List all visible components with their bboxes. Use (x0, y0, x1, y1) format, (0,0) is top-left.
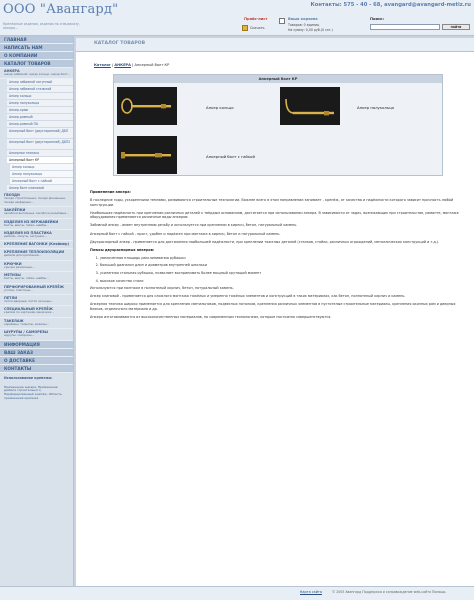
category-desc: дюбели для крепления... (4, 253, 42, 258)
category-item[interactable] (0, 318, 73, 329)
sidebar-item-anchor[interactable]: Анкер кольцо (7, 93, 73, 100)
article-paragraph: Анкер клиновой - применяется для сложного монтажа тяжёлых и умеренно тяжёлых элементов и конструкций в таких материалах, как бетон, полнотелый кирпич и камень. (90, 294, 406, 299)
product-image[interactable] (117, 136, 177, 174)
category-item[interactable] (0, 284, 73, 295)
category-title[interactable]: ГВОЗДИ (4, 193, 20, 198)
list-item: 2. большой диапазон длин и диаметров внутренней шпильки (100, 263, 465, 268)
article-paragraph: Двухраспорный анкер - применяется для достижения наибольшей надёжности, при креплении тяжелых деталей (станков, стойки, различных ограждений, металлических конструкций и т.д.). (90, 239, 440, 244)
nav-catalog[interactable]: КАТАЛОГ ТОВАРОВ (0, 60, 73, 68)
product-name[interactable]: Анкер полукольцо (357, 105, 394, 110)
nav-about[interactable]: О КОМПАНИИ (0, 52, 73, 60)
product-grid (113, 74, 443, 176)
category-title[interactable]: КРЕПЛЕНИЕ ВАГОНКИ (Кляймер) (4, 242, 69, 247)
breadcrumb-anchors[interactable]: АНКЕРА (114, 63, 131, 67)
product-name[interactable]: Анкер кольцо (206, 105, 234, 110)
site-tagline: Крепёжные изделия, изделия по спецзаказу, анкера... (3, 22, 80, 30)
article-paragraph: Анкера изготавливаются из высококачественных материалов, по современным технологиям, которые постоянно совершенствуются. (90, 315, 332, 320)
nav-contacts[interactable]: КОНТАКТЫ (0, 365, 73, 373)
site-logo[interactable]: ООО "Авангард" (3, 2, 119, 17)
sidebar-subitem[interactable]: Анкерный болт с гайкой (10, 178, 73, 185)
category-desc: шурупы, саморезы... (4, 333, 35, 338)
category-anchors[interactable] (0, 68, 73, 79)
search-button[interactable]: найти (442, 24, 470, 30)
sidebar-item-anchor[interactable]: Анкерный болт (двусторонний) ДБП (7, 128, 73, 139)
sidebar-item-anchor[interactable]: Анкер забивной латунный (7, 79, 73, 86)
footer-copyright: © 2005 Авангард Поддержка и сопровождение web-сайта Помощь (332, 590, 446, 594)
category-desc: болты, винты, гайки, шайбы... (4, 222, 49, 227)
article-paragraph: Анкерный болт с гайкой - прост, удобен и надёжен при монтаже в кирпич, бетон и натуральный камень. (90, 231, 281, 236)
price-list-label: Прайс-лист (244, 17, 268, 21)
category-title[interactable]: АНКЕРА (4, 69, 20, 73)
cart-sum: На сумму: 0,00 руб.(0 сэт.) (288, 28, 333, 32)
sidebar-subitem[interactable]: Анкер кольцо (10, 164, 73, 171)
category-item[interactable] (0, 219, 73, 230)
grid-title: Анкерный болт КР (114, 75, 442, 83)
category-item[interactable] (0, 261, 73, 272)
article-paragraph: Наибольшая надёжность при креплении различных деталей к твёрдым основаниям, достигается при использовании анкера. В зависимости от задач, возникающих при строительстве, ремонте, монтаже оборудования применяются различные виды анкеров: (90, 210, 459, 220)
category-title[interactable]: КРЮЧКИ (4, 261, 22, 266)
anchor-bolt-nut-icon (117, 136, 177, 174)
category-title[interactable]: КРЕПЛЕНИЕ ТЕПЛОИЗОЛЯЦИИ (4, 250, 65, 255)
product-name[interactable]: Анкерный болт с гайкой (206, 154, 255, 159)
article-paragraph: В последние годы, ускоренными темпами, развиваются строительные технологии. Важнее всего в этом направлении занимает - крепёж, от качества и надёжности которого зависит прочность любой конструкции. (90, 198, 454, 207)
sidebar-item-anchor[interactable]: Анкер забивной стальной (7, 86, 73, 93)
section-title: КАТАЛОГ ТОВАРОВ (76, 38, 474, 52)
nav-write-us[interactable]: НАПИСАТЬ НАМ (0, 44, 73, 52)
sitemap-link[interactable]: Карта сайта (300, 590, 322, 594)
category-item[interactable] (0, 306, 73, 317)
list-item: 4. высокое качество стали (100, 279, 465, 284)
nav-home[interactable]: ГЛАВНАЯ (0, 36, 73, 44)
article (90, 190, 465, 323)
cart-title[interactable]: Ваша корзина (288, 17, 318, 21)
article-paragraph: Используются при монтаже в полнотелый кирпич, бетон, натуральный камень. (90, 286, 234, 291)
site-header (0, 0, 474, 36)
article-subheading: Плюсы двухраспорных анкеров: (90, 247, 155, 252)
category-title[interactable]: МЕТИЗЫ (4, 273, 21, 278)
category-title[interactable]: ИЗДЕЛИЯ ИЗ ПЛАСТИКА (4, 231, 52, 236)
category-desc: дюбели, хомуты, заглушки... (4, 234, 47, 239)
category-title[interactable]: ТАКЕЛАЖ (4, 318, 24, 323)
search-input[interactable] (370, 24, 440, 30)
price-download-link[interactable]: Скачать (250, 26, 265, 30)
breadcrumb: Каталог | АНКЕРА | Анкерный болт КР (94, 63, 170, 67)
nav-delivery[interactable]: О ДОСТАВКЕ (0, 357, 73, 365)
category-desc: анкер забивной, анкер кольцо, анкер-болт... (4, 72, 71, 76)
article-paragraph: Анкерная техника широко применяется для крепления светильников, подвесных потолков, крепления различных элементов в пустотелые строительные материалы, крепления оконных рам и дверных блоков, отделочного материала и др. (90, 302, 456, 311)
category-desc: петли дверные, петли оконные... (4, 299, 54, 304)
nav-info[interactable]: ИНФОРМАЦИЯ (0, 341, 73, 349)
category-title[interactable]: ПЕРФОРИРОВАННЫЙ КРЕПЁЖ (4, 284, 64, 289)
category-item[interactable] (0, 249, 73, 260)
category-title[interactable]: ЗАКЛЁПКИ (4, 208, 26, 213)
sidebar-item-anchor[interactable]: Анкерная техника (7, 150, 73, 157)
sidebar-item-anchor[interactable]: Анкер-крюк (7, 107, 73, 114)
sidebar-item-anchor[interactable]: Анкер болт клиновой (7, 185, 73, 192)
sidebar-item-anchor[interactable]: Анкер-рамный (7, 114, 73, 121)
category-item[interactable] (0, 272, 73, 283)
sidebar (0, 36, 74, 600)
category-desc: крючки различные... (4, 264, 35, 269)
footer (0, 586, 474, 600)
advantages-list (100, 256, 465, 283)
anchor-ring-icon (117, 87, 177, 125)
article-paragraph: Забивной анкер - имеет внутреннюю резьбу и используется при креплении в кирпич, бетон, натуральный камень. (90, 223, 298, 228)
list-item: 3. усиленная стальная рубашка, позволяет воспринимать более мощный крутящий момент (100, 271, 465, 276)
category-desc: карабины, талрепы, зажимы... (4, 321, 50, 326)
category-title[interactable]: СПЕЦИАЛЬНЫЙ КРЕПЁЖ (4, 307, 53, 312)
sidebar-subitem[interactable]: Анкер полукольцо (10, 171, 73, 178)
product-image[interactable] (117, 87, 177, 125)
category-item[interactable] (0, 241, 73, 249)
category-title[interactable]: ШУРУПЫ / САМОРЕЗЫ (4, 330, 48, 335)
category-desc: крепёж по чертежам заказчика... (4, 310, 54, 315)
cart-items: Товаров: 0 единиц (288, 23, 320, 27)
category-item[interactable] (0, 295, 73, 306)
use-links[interactable]: Применение анкера, Применение дюбеля строительного, Перфорированный крепёж, Область применения крепежа (4, 384, 62, 401)
category-item[interactable] (0, 329, 73, 340)
category-desc: уголки, пластины... (4, 287, 33, 292)
sidebar-item-anchor[interactable]: Анкер полукольцо (7, 100, 73, 107)
header-tools (227, 16, 474, 36)
category-desc: заклёпки вытяжные, заклёпки резьбовые... (4, 211, 69, 216)
sidebar-item-anchor[interactable]: Анкерный болт (двусторонний) ДБП2 (7, 139, 73, 150)
article-heading: Применение анкера: (90, 190, 131, 194)
anchor-half-ring-icon (280, 87, 340, 125)
sidebar-item-anchor[interactable]: Анкер-рамный ПА (7, 121, 73, 128)
category-item[interactable] (0, 207, 73, 218)
contacts-info: Контакты: 575 - 40 - 68, avangard@avangard-metiz.ru (310, 2, 471, 8)
main-content (76, 38, 474, 586)
category-item[interactable] (0, 230, 73, 241)
category-desc: болты, винты, гайки, шайбы... (4, 276, 49, 281)
category-title[interactable]: ИЗДЕЛИЯ ИЗ НЕРЖАВЕЙКИ (4, 219, 59, 224)
category-desc: гвозди строительные, гвозди финишные, гвозди шиферные... (4, 196, 66, 204)
use-title: Использование крепежа: (4, 375, 53, 380)
breadcrumb-current: Анкерный болт КР (134, 63, 170, 67)
nav-order[interactable]: ВАШ ЗАКАЗ (0, 349, 73, 357)
search-label: Поиск: (370, 17, 385, 21)
product-image[interactable] (280, 87, 340, 125)
sidebar-item-anchor-bolt[interactable]: Анкерный болт КР (7, 157, 73, 164)
cart-icon[interactable] (279, 18, 285, 24)
list-item: 1. увеличенная площадь расклинивания рубашки (100, 256, 465, 261)
category-item[interactable] (0, 192, 73, 207)
category-title[interactable]: ПЕТЛИ (4, 296, 18, 301)
download-icon[interactable] (242, 25, 248, 31)
breadcrumb-catalog[interactable]: Каталог (94, 63, 111, 67)
